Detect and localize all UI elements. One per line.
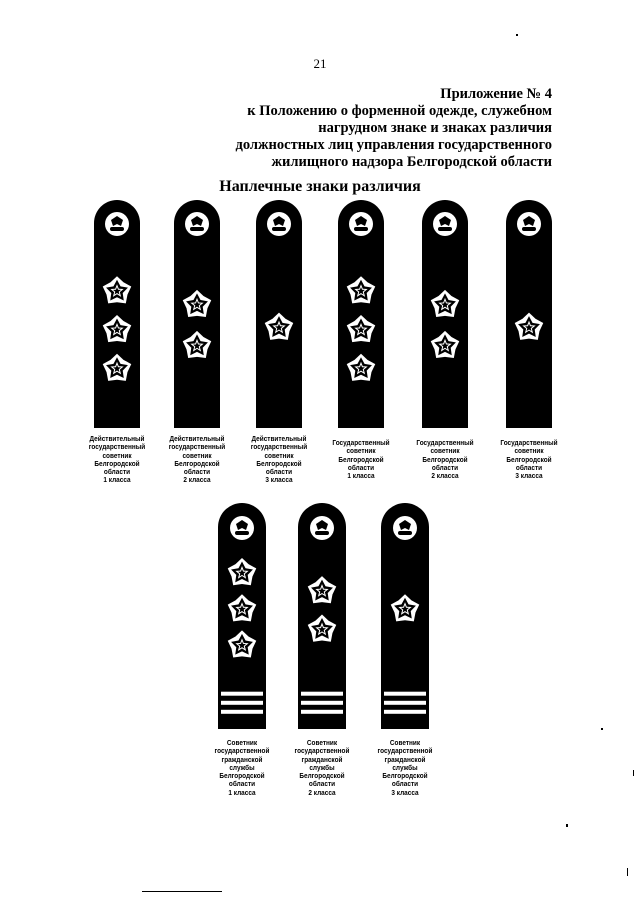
caption-line: гражданской xyxy=(384,756,426,764)
caption-line: Белгородской xyxy=(94,460,140,468)
emblem-base xyxy=(398,531,412,535)
stripe xyxy=(221,692,263,696)
appendix-line: нагрудном знаке и знаках различия xyxy=(318,120,552,136)
caption-line: государственный xyxy=(250,444,308,452)
caption-line: Советник xyxy=(306,740,338,747)
shoulder-board-graphic xyxy=(218,503,266,729)
caption-line: государственный xyxy=(88,444,146,452)
shoulder-board-graphic xyxy=(381,503,429,729)
caption-line: советник xyxy=(182,452,212,460)
shoulder-board-graphic xyxy=(506,200,552,428)
caption-line: службы xyxy=(229,764,255,772)
caption-line: Государственный xyxy=(416,440,474,447)
shoulder-board xyxy=(381,503,429,729)
caption-line: 3 класса xyxy=(515,473,543,481)
caption-line: Белгородской xyxy=(219,773,265,781)
scan-speck xyxy=(601,728,603,730)
caption-line: советник xyxy=(346,448,376,456)
stripe xyxy=(384,710,426,714)
section-title: Наплечные знаки различия xyxy=(219,178,421,195)
shoulder-board-graphic xyxy=(94,200,140,428)
caption-line: государственной xyxy=(214,748,270,756)
caption-line: области xyxy=(103,469,131,477)
insignia-caption xyxy=(488,440,571,481)
insignia-caption xyxy=(281,740,364,798)
caption-line: Белгородской xyxy=(256,460,302,468)
caption-line: 3 класса xyxy=(391,789,419,797)
emblem-base xyxy=(190,227,204,231)
caption-line: 1 класса xyxy=(347,473,375,481)
caption-line: гражданской xyxy=(301,756,343,764)
caption-line: области xyxy=(228,781,256,789)
caption-line: службы xyxy=(309,764,335,772)
emblem-base xyxy=(235,531,249,535)
caption-line: области xyxy=(308,781,336,789)
shoulder-board xyxy=(338,200,384,428)
shoulder-board xyxy=(422,200,468,428)
appendix-line: жилищного надзора Белгородской области xyxy=(271,154,552,170)
caption-line: 2 класса xyxy=(308,789,336,797)
emblem-base xyxy=(522,227,536,231)
caption-line: советник xyxy=(514,448,544,456)
insignia-caption xyxy=(320,440,403,481)
caption-line: государственной xyxy=(294,748,350,756)
scan-line xyxy=(142,891,222,892)
insignia-caption xyxy=(364,740,447,798)
appendix-line: к Положению о форменной одежде, служебном xyxy=(247,103,552,119)
caption-line: 1 класса xyxy=(228,789,256,797)
emblem-base xyxy=(315,531,329,535)
shoulder-board-graphic xyxy=(298,503,346,729)
caption-line: области xyxy=(347,464,375,472)
stripe xyxy=(301,692,343,696)
shoulder-board-graphic xyxy=(256,200,302,428)
emblem-base xyxy=(110,227,124,231)
caption-line: государственной xyxy=(377,748,433,756)
scan-speck xyxy=(627,868,628,876)
caption-line: Действительный xyxy=(251,436,307,443)
caption-line: государственный xyxy=(168,444,226,452)
caption-line: области xyxy=(183,469,211,477)
shoulder-board xyxy=(506,200,552,428)
shoulder-board-graphic xyxy=(174,200,220,428)
emblem-base xyxy=(438,227,452,231)
caption-line: 3 класса xyxy=(265,477,293,485)
shoulder-board-graphic xyxy=(422,200,468,428)
caption-line: области xyxy=(431,464,459,472)
caption-line: 2 класса xyxy=(183,477,211,485)
caption-line: 2 класса xyxy=(431,473,459,481)
shoulder-board xyxy=(298,503,346,729)
scan-speck xyxy=(566,824,568,827)
caption-line: службы xyxy=(392,764,418,772)
stripe xyxy=(301,710,343,714)
caption-line: Государственный xyxy=(500,440,558,447)
insignia-caption xyxy=(201,740,284,798)
emblem-base xyxy=(354,227,368,231)
caption-line: советник xyxy=(430,448,460,456)
stripe xyxy=(384,692,426,696)
caption-line: области xyxy=(391,781,419,789)
insignia-caption xyxy=(156,436,239,486)
caption-line: Действительный xyxy=(169,436,225,443)
page-number: 21 xyxy=(313,56,327,71)
caption-line: Действительный xyxy=(89,436,145,443)
scan-speck xyxy=(633,770,634,776)
caption-line: области xyxy=(265,469,293,477)
caption-line: области xyxy=(515,464,543,472)
caption-line: Государственный xyxy=(332,440,390,447)
caption-line: Белгородской xyxy=(338,456,384,464)
shoulder-board xyxy=(218,503,266,729)
caption-line: гражданской xyxy=(221,756,263,764)
caption-line: Советник xyxy=(389,740,421,747)
caption-line: Белгородской xyxy=(422,456,468,464)
caption-line: Белгородской xyxy=(174,460,220,468)
shoulder-board xyxy=(94,200,140,428)
caption-line: Белгородской xyxy=(506,456,552,464)
emblem-base xyxy=(272,227,286,231)
caption-line: советник xyxy=(102,452,132,460)
caption-line: Советник xyxy=(226,740,258,747)
caption-line: 1 класса xyxy=(103,477,131,485)
stripe xyxy=(221,710,263,714)
insignia-caption xyxy=(404,440,487,481)
stripe xyxy=(221,701,263,705)
caption-line: Белгородской xyxy=(382,773,428,781)
shoulder-board-graphic xyxy=(338,200,384,428)
stripe xyxy=(301,701,343,705)
insignia-caption xyxy=(238,436,321,486)
caption-line: Белгородской xyxy=(299,773,345,781)
caption-line: советник xyxy=(264,452,294,460)
appendix-line: Приложение № 4 xyxy=(440,86,552,102)
insignia-caption xyxy=(76,436,159,486)
shoulder-board xyxy=(174,200,220,428)
shoulder-board xyxy=(256,200,302,428)
appendix-line: должностных лиц управления государственного xyxy=(235,137,552,153)
appendix-header xyxy=(212,86,552,171)
scan-speck xyxy=(516,34,518,36)
stripe xyxy=(384,701,426,705)
